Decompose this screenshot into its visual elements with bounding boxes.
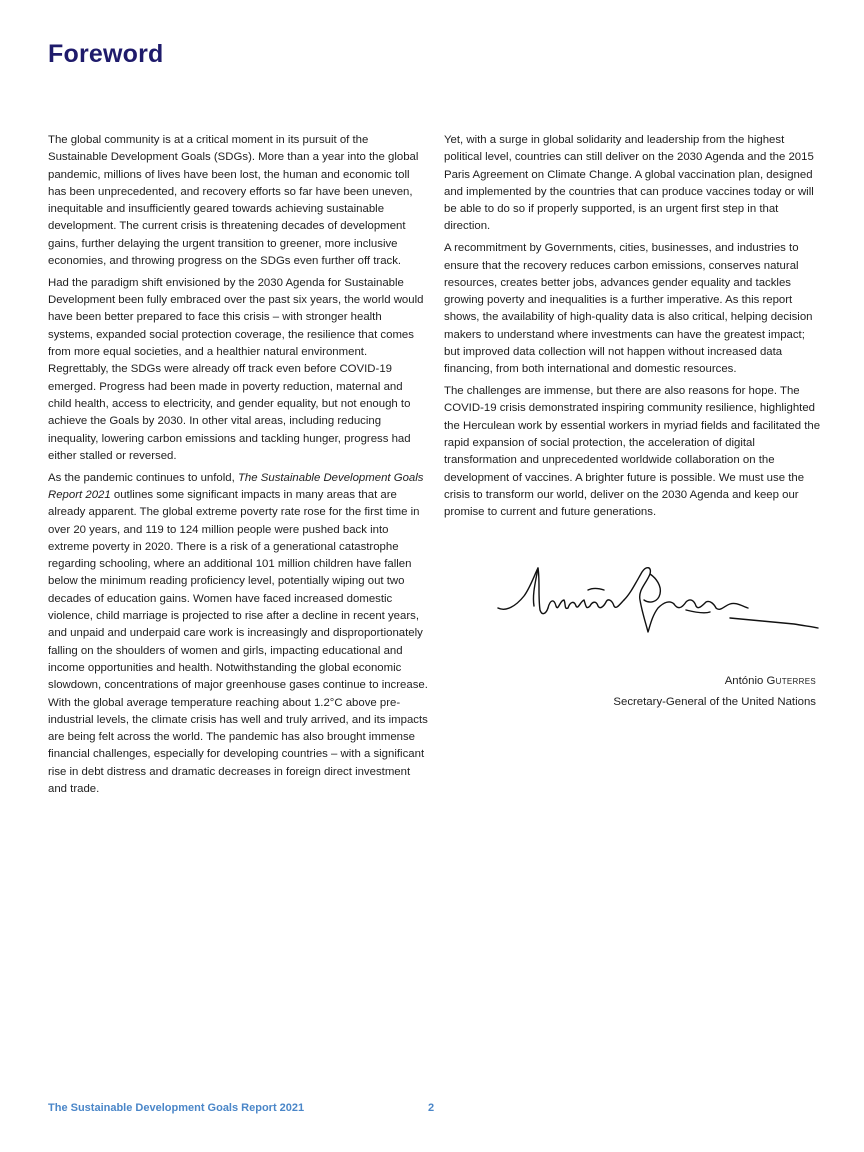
- foreword-paragraph-1: The global community is at a critical moment in its pursuit of the Sustainable Development Goals (SDGs). More than a year into the global pandemic, millions of lives have been lost, the human and economic toll has been unprecedented, and recovery efforts so far have been uneven, inequitable and insufficiently geared towards achieving sustainable development. The current crisis is threatening decades of development gains, further delaying the urgent transition to greener, more inclusive economies, and throwing progress on the SDGs even further off track.: [48, 134, 419, 268]
- foreword-paragraph-4: Yet, with a surge in global solidarity and leadership from the highest political level, countries can still deliver on the 2030 Agenda and the 2015 Paris Agreement on Climate Change. A global vaccination plan, designed and implemented by the countries that can produce vaccines today or will be able to do so if properly supported, is an urgent first step in that direction.: [444, 134, 814, 233]
- handwritten-signature: [494, 560, 820, 650]
- right-column: [444, 132, 821, 526]
- foreword-paragraph-5: A recommitment by Governments, cities, businesses, and industries to ensure that the recovery reduces carbon emissions, conserves natural resources, creates better jobs, advances gender equality and tackles growing poverty and inequalities is a further imperative. As this report shows, the availability of high-quality data is also critical, helping decision makers to understand where investments can have the greatest impact; but improved data collection will not happen without increased data financing, from both international and domestic resources.: [444, 242, 813, 376]
- paragraph-3-intro: As the pandemic continues to unfold,: [48, 471, 238, 484]
- signatory-name: [725, 675, 816, 687]
- page-number: 2: [428, 1102, 435, 1114]
- foreword-paragraph-2: Had the paradigm shift envisioned by the 2030 Agenda for Sustainable Development been fully embraced over the past six years, the world would have been better prepared to face this crisis – with stronger health systems, expanded social protection coverage, the resilience that comes from more equal societies, and a healthier natural environment. Regrettably, the SDGs were already off track even before COVID-19 emerged. Progress had been made in poverty reduction, maternal and child health, access to electricity, and gender equality, but not enough to achieve the Goals by 2030. In other vital areas, including reducing inequality, lowering carbon emissions and tackling hunger, progress had either stalled or reversed.: [48, 276, 424, 462]
- foreword-paragraph-6: The challenges are immense, but there are also reasons for hope. The COVID-19 crisis demonstrated inspiring community resilience, highlighted the Herculean work by essential workers in myriad fields and facilitated the rapid expansion of social protection, the acceleration of digital transformation and unprecedented worldwide collaboration on the development of vaccines. A brighter future is possible. We must use the crisis to transform our world, deliver on the 2030 Agenda and keep our promise to current and future generations.: [444, 385, 821, 519]
- signatory-first-name: António: [724, 675, 764, 687]
- left-column: [48, 132, 428, 803]
- foreword-paragraph-3: [48, 470, 428, 799]
- signatory-last-name: Guterres: [766, 675, 816, 687]
- page-title: Foreword: [48, 40, 164, 68]
- footer-report-title: The Sustainable Development Goals Report 2021: [48, 1102, 305, 1114]
- signatory-role: Secretary-General of the United Nations: [613, 696, 816, 708]
- report-title-italic: The Sustainable Development Goals Report 2021: [48, 471, 424, 501]
- paragraph-3-rest: outlines some significant impacts in many areas that are already apparent. The global extreme poverty rate rose for the first time in over 20 years, and 119 to 124 million people were pushed back into extreme poverty in 2020. There is a risk of a generational catastrophe regarding schooling, where an additional 101 million children have fallen below the minimum reading proficiency level, potentially wiping out two decades of education gains. Women have faced increased domestic violence, child marriage is projected to rise after a decline in recent years, and unpaid and underpaid care work is increasingly and disproportionately falling on the shoulders of women and girls, impacting educational and income opportunities and health. Notwithstanding the global economic slowdown, concentrations of major greenhouse gases continue to increase. With the global average temperature reaching about 1.2°C above pre-industrial levels, the climate crisis has well and truly arrived, and its impacts are being felt across the world. The pandemic has also brought immense financial challenges, especially for developing countries – with a significant rise in debt distress and dramatic decreases in foreign direct investment and trade.: [48, 488, 428, 795]
